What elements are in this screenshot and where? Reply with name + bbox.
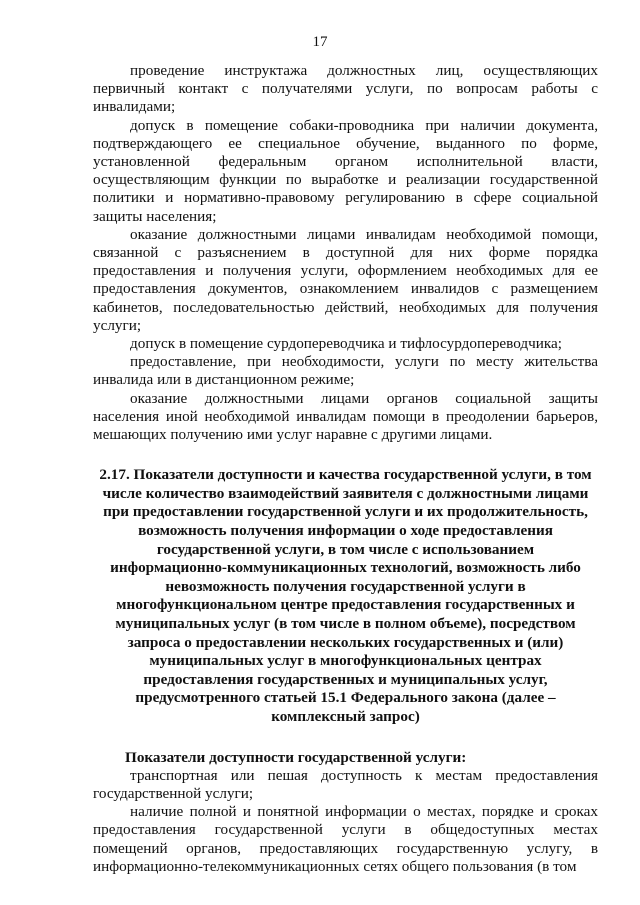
paragraph-interpreter: допуск в помещение сурдопереводчика и тифлосурдопереводчика; xyxy=(130,335,562,353)
paragraph-staff-briefing: проведение инструктажа должностных лиц, осуществляющих первичный контакт с получателями услуги, по вопросам работы с инвалидами; xyxy=(93,62,598,116)
section-heading: 2.17. Показатели доступности и качества государственной услуги, в том числе количество взаимодействий заявителя с должностными лицами при предоставлении государственной услуги и их продолжительность, возможность получения информации о ходе предоставления государственной услуги, в том числе с использованием информационно-коммуникационных технологий, возможность либо невозможность получения государственной услуги в многофункциональном центре предоставления государственных и муниципальных услуг (в том числе в полном объеме), посредством запроса о предоставлении нескольких государственных и (или) муниципальных услуг в многофункциональных центрах предоставления государственных и муниципальных услуг, предусмотренного статьей 15.1 Федерального закона (далее – комплексный запрос) xyxy=(99,466,592,725)
paragraph-other-help: оказание должностными лицами органов социальной защиты населения иной необходимой инвалидам помощи в преодолении барьеров, мешающих получению ими услуг наравне с другими лицами. xyxy=(93,389,598,444)
paragraph-assistance: оказание должностными лицами инвалидам необходимой помощи, связанной с разъяснением в доступной для них форме порядка предоставления и получения услуги, оформлением необходимых для ее предоставления документов, ознакомлением инвалидов с размещением кабинетов, последовательностью действий, необходимых для получения услуги; xyxy=(93,225,598,334)
paragraph-remote-service: предоставление, при необходимости, услуги по месту жительства инвалида или в дистанционном режиме; xyxy=(93,353,598,389)
paragraph-transport: транспортная или пешая доступность к местам предоставления государственной услуги; xyxy=(93,766,598,802)
paragraph-information: наличие полной и понятной информации о местах, порядке и сроках предоставления государственной услуги в общедоступных местах помещений органов, предоставляющих государственную услугу, в информационно-телекоммуникационных сетях общего пользования (в том xyxy=(93,803,598,875)
paragraph-guide-dog: допуск в помещение собаки-проводника при наличии документа, подтверждающего ее специальное обучение, выданного по форме, установленной федеральным органом исполнительной власти, осуществляющим функции по выработке и реализации государственной политики и нормативно-правовому регулированию в сфере социальной защиты населения; xyxy=(93,116,598,225)
accessibility-subheading: Показатели доступности государственной услуги: xyxy=(125,748,467,766)
document-body xyxy=(93,62,598,876)
page-number: 17 xyxy=(312,34,328,50)
